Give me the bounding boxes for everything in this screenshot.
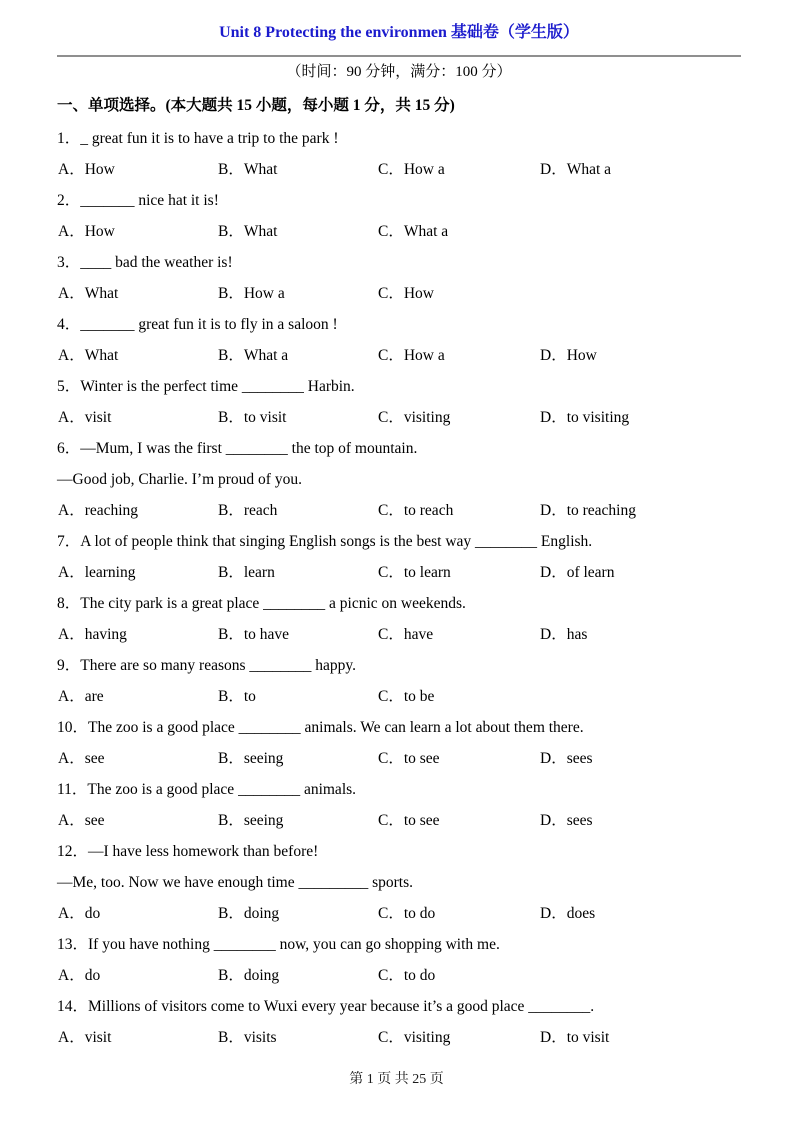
option-d: D．sees <box>540 812 593 829</box>
options-row <box>57 898 741 929</box>
option-c: C．to see <box>378 812 440 829</box>
question-text: 7．A lot of people think that singing English songs is the best way ________ English. <box>57 533 593 550</box>
option-d: D．to reaching <box>540 502 636 519</box>
question-text: —Good job, Charlie. I’m proud of you. <box>57 471 302 488</box>
question-text: 5．Winter is the perfect time ________ Harbin. <box>57 378 355 395</box>
question-text: 8．The city park is a great place ________ a picnic on weekends. <box>57 595 466 612</box>
option-b: B．reach <box>218 502 278 519</box>
option-d: D．sees <box>540 750 593 767</box>
option-d: D．What a <box>540 161 612 178</box>
option-c: C．to learn <box>378 564 451 581</box>
option-a: A．How <box>58 223 115 240</box>
option-a: A．How <box>58 161 115 178</box>
option-c: C．to do <box>378 967 436 984</box>
question-text: 6．—Mum, I was the first ________ the top of mountain. <box>57 440 418 457</box>
options-row <box>57 216 741 247</box>
option-a: A．see <box>58 812 105 829</box>
question-text: 12．—I have less homework than before! <box>57 843 319 860</box>
options-row <box>57 340 741 371</box>
option-c: C．to do <box>378 905 436 922</box>
options-row <box>57 960 741 991</box>
option-c: C．How a <box>378 161 445 178</box>
option-a: A．learning <box>58 564 136 581</box>
question-text: 11．The zoo is a good place ________ animals. <box>57 781 357 798</box>
option-c: C．visiting <box>378 409 451 426</box>
option-b: B．What a <box>218 347 289 364</box>
option-a: A．having <box>58 626 127 643</box>
question-text: 9．There are so many reasons ________ happy. <box>57 657 357 674</box>
options-row <box>57 495 741 526</box>
option-a: A．are <box>58 688 104 705</box>
option-a: A．What <box>58 347 119 364</box>
option-c: C．to see <box>378 750 440 767</box>
page-footer: 第 1 页 共 25 页 <box>349 1072 444 1087</box>
options-row <box>57 805 741 836</box>
option-a: A．visit <box>58 1029 112 1046</box>
question-text: 13．If you have nothing ________ now, you can go shopping with me. <box>57 936 500 953</box>
option-d: D．of learn <box>540 564 615 581</box>
section-heading: 一、单项选择。(本大题共 15 小题，每小题 1 分，共 15 分) <box>57 97 455 114</box>
option-a: A．do <box>58 905 101 922</box>
option-b: B．to <box>218 688 256 705</box>
option-c: C．How <box>378 285 434 302</box>
question-list <box>57 123 741 1053</box>
options-row <box>57 557 741 588</box>
question-text: 1．_ great fun it is to have a trip to the park ! <box>57 130 339 147</box>
option-b: B．What <box>218 223 278 240</box>
option-d: D．How <box>540 347 597 364</box>
option-c: C．have <box>378 626 434 643</box>
question-text: —Me, too. Now we have enough time _________ sports. <box>57 874 414 891</box>
question-text: 4．_______ great fun it is to fly in a saloon ! <box>57 316 338 333</box>
option-a: A．see <box>58 750 105 767</box>
question-text: 14．Millions of visitors come to Wuxi every year because it’s a good place ________. <box>57 998 595 1015</box>
option-b: B．visits <box>218 1029 277 1046</box>
option-c: C．to reach <box>378 502 454 519</box>
page-content <box>57 0 741 1053</box>
question-text: 2．_______ nice hat it is! <box>57 192 219 209</box>
option-b: B．How a <box>218 285 285 302</box>
options-row <box>57 402 741 433</box>
option-c: C．to be <box>378 688 435 705</box>
options-row <box>57 743 741 774</box>
question-text: 10．The zoo is a good place ________ animals. We can learn a lot about them there. <box>57 719 584 736</box>
option-b: B．to have <box>218 626 290 643</box>
option-b: B．to visit <box>218 409 287 426</box>
option-a: A．reaching <box>58 502 139 519</box>
option-b: B．seeing <box>218 750 284 767</box>
question-text: 3．____ bad the weather is! <box>57 254 233 271</box>
option-a: A．What <box>58 285 119 302</box>
options-row <box>57 681 741 712</box>
option-c: C．What a <box>378 223 449 240</box>
option-b: B．What <box>218 161 278 178</box>
options-row <box>57 1022 741 1053</box>
option-a: A．visit <box>58 409 112 426</box>
options-row <box>57 278 741 309</box>
header-divider <box>57 55 741 57</box>
page-title: Unit 8 Protecting the environmen 基础卷（学生版） <box>219 24 579 41</box>
option-b: B．seeing <box>218 812 284 829</box>
options-row <box>57 154 741 185</box>
options-row <box>57 619 741 650</box>
option-b: B．doing <box>218 967 280 984</box>
option-b: B．learn <box>218 564 275 581</box>
option-a: A．do <box>58 967 101 984</box>
option-d: D．to visit <box>540 1029 610 1046</box>
option-c: C．How a <box>378 347 445 364</box>
option-b: B．doing <box>218 905 280 922</box>
option-d: D．to visiting <box>540 409 630 426</box>
option-d: D．does <box>540 905 596 922</box>
exam-info: （时间：90 分钟，满分：100 分） <box>286 64 512 80</box>
option-c: C．visiting <box>378 1029 451 1046</box>
option-d: D．has <box>540 626 588 643</box>
